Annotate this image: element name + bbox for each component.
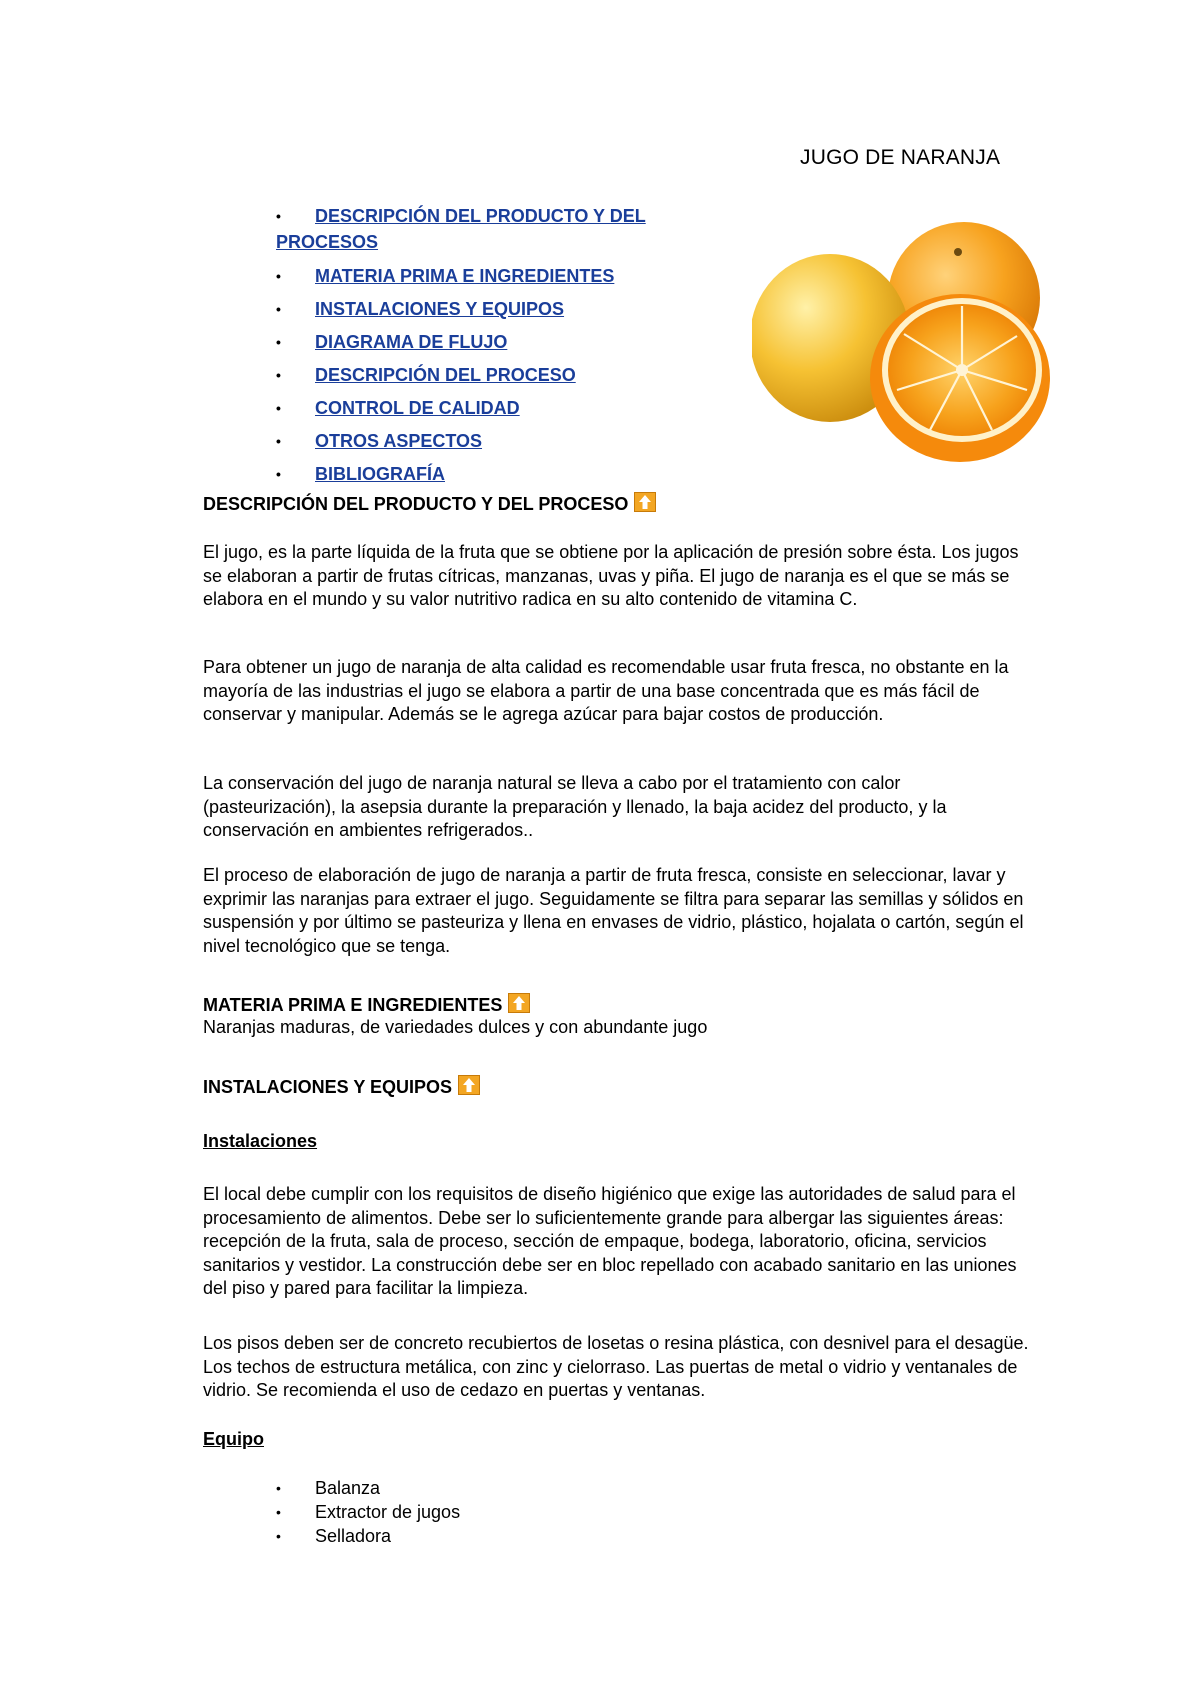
section-descripcion bbox=[203, 492, 1033, 515]
materia-prima-text: Naranjas maduras, de variedades dulces y con abundante jugo bbox=[203, 1017, 708, 1037]
toc-link-instalaciones[interactable]: INSTALACIONES Y EQUIPOS bbox=[315, 299, 565, 319]
table-of-contents bbox=[276, 202, 736, 493]
toc-link-otros-aspectos[interactable]: OTROS ASPECTOS bbox=[315, 431, 483, 451]
list-item: • Extractor de jugos bbox=[276, 1502, 461, 1522]
up-arrow-icon[interactable] bbox=[508, 993, 530, 1013]
toc-item-control-calidad: • CONTROL DE CALIDAD bbox=[276, 398, 520, 418]
paragraph-4: El proceso de elaboración de jugo de naranja a partir de fruta fresca, consiste en seleccionar, lavar y exprimir las naranjas para extraer el jugo. Seguidamente se filtra para separar las semillas y sólidos en suspensión y por último se pasteuriza y llena en envases de vidrio, plástico, hojalata o cartón, según el nivel tecnológico que se tenga. bbox=[203, 865, 1024, 956]
toc-link-descripcion-producto[interactable]: DESCRIPCIÓN DEL PRODUCTO Y DEL bbox=[315, 206, 646, 226]
toc-item-instalaciones: • INSTALACIONES Y EQUIPOS bbox=[276, 299, 565, 319]
toc-item-materia-prima: • MATERIA PRIMA E INGREDIENTES bbox=[276, 266, 615, 286]
toc-link-bibliografia[interactable]: BIBLIOGRAFÍA bbox=[315, 464, 445, 484]
up-arrow-icon[interactable] bbox=[634, 492, 656, 512]
section-materia-prima bbox=[203, 993, 1033, 1040]
bullet: • bbox=[276, 208, 281, 224]
toc-item-otros-aspectos: • OTROS ASPECTOS bbox=[276, 431, 483, 451]
equipment-list bbox=[276, 1476, 460, 1548]
paragraph-3: La conservación del jugo de naranja natural se lleva a cabo por el tratamiento con calor (pasteurización), la asepsia durante la preparación y llenado, la baja acidez del producto, y la conservación en ambientes refrigerados.. bbox=[203, 773, 947, 840]
toc-link-materia-prima[interactable]: MATERIA PRIMA E INGREDIENTES bbox=[315, 266, 615, 286]
list-item: • Balanza bbox=[276, 1478, 381, 1498]
toc-link-diagrama[interactable]: DIAGRAMA DE FLUJO bbox=[315, 332, 508, 352]
instalaciones-paragraph-2: Los pisos deben ser de concreto recubiertos de losetas o resina plástica, con desnivel para el desagüe. Los techos de estructura metálica, con zinc y cielorraso. Las puertas de metal o vidrio y ventanales de vidrio. Se recomienda el uso de cedazo en puertas y ventanas. bbox=[203, 1333, 1029, 1400]
paragraph-2: Para obtener un jugo de naranja de alta calidad es recomendable usar fruta fresca, no obstante en la mayoría de las industrias el jugo se elabora a partir de una base concentrada que es más fácil de conservar y manipular. Además se le agrega azúcar para bajar costos de producción. bbox=[203, 657, 1009, 724]
section-heading-descripcion: DESCRIPCIÓN DEL PRODUCTO Y DEL PROCESO bbox=[203, 492, 1033, 515]
toc-item-diagrama: • DIAGRAMA DE FLUJO bbox=[276, 332, 508, 352]
up-arrow-icon[interactable] bbox=[458, 1075, 480, 1095]
instalaciones-paragraph-1: El local debe cumplir con los requisitos de diseño higiénico que exige las autoridades de salud para el procesamiento de alimentos. Debe ser lo suficientemente grande para albergar las siguientes áreas: recepción de la fruta, sala de proceso, sección de empaque, bodega, laboratorio, oficina, servicios sanitarios y vestidor. La construcción debe ser en bloc repellado con acabado sanitario en las uniones del piso y pared para facilitar la limpieza. bbox=[203, 1184, 1017, 1298]
toc-item-descripcion-producto bbox=[276, 202, 736, 262]
document-title: JUGO DE NARANJA bbox=[800, 146, 1001, 169]
toc-item-bibliografia: • BIBLIOGRAFÍA bbox=[276, 464, 445, 484]
section-heading-instalaciones: INSTALACIONES Y EQUIPOS bbox=[203, 1075, 1033, 1098]
toc-link-descripcion-producto-line2[interactable]: PROCESOS bbox=[276, 232, 379, 252]
orange-stem bbox=[954, 248, 962, 256]
oranges-image bbox=[752, 218, 1056, 468]
section-instalaciones bbox=[203, 1075, 1033, 1098]
orange-core bbox=[956, 364, 968, 376]
paragraph-1: El jugo, es la parte líquida de la fruta que se obtiene por la aplicación de presión sobre ésta. Los jugos se elaboran a partir de frutas cítricas, manzanas, uvas y piña. El jugo de naranja es el que se más se elabora en el mundo y su valor nutritivo radica en su alto contenido de vitamina C. bbox=[203, 542, 1019, 609]
list-item: • Selladora bbox=[276, 1526, 392, 1546]
toc-link-descripcion-proceso[interactable]: DESCRIPCIÓN DEL PROCESO bbox=[315, 365, 576, 385]
toc-item-descripcion-proceso: • DESCRIPCIÓN DEL PROCESO bbox=[276, 365, 576, 385]
section-heading-materia-prima: MATERIA PRIMA E INGREDIENTES bbox=[203, 993, 1033, 1016]
subheading-equipo: Equipo bbox=[203, 1429, 264, 1449]
subheading-instalaciones: Instalaciones bbox=[203, 1131, 318, 1151]
toc-link-control-calidad[interactable]: CONTROL DE CALIDAD bbox=[315, 398, 520, 418]
